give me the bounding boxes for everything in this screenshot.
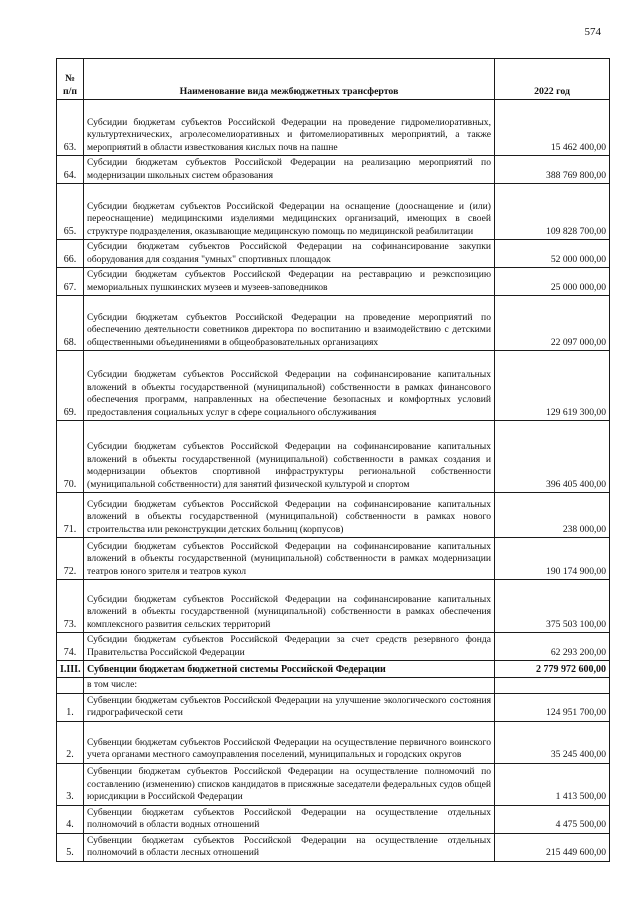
table-row — [57, 240, 610, 268]
row-number: 74. — [57, 633, 84, 661]
table-row — [57, 693, 610, 721]
table-row — [57, 538, 610, 580]
row-number: 63. — [57, 100, 84, 156]
row-name: Субвенции бюджетам субъектов Российской Федерации на осуществление первичного воинского учета органами местного самоуправления поселений, муниципальных и городских округов — [84, 721, 495, 763]
row-amount: 215 449 600,00 — [495, 833, 610, 861]
row-number: 4. — [57, 805, 84, 833]
subheader-label: в том числе: — [84, 678, 495, 694]
table-row — [57, 421, 610, 493]
row-amount: 375 503 100,00 — [495, 580, 610, 633]
table-row — [57, 296, 610, 351]
row-number: 70. — [57, 421, 84, 493]
row-number: 64. — [57, 156, 84, 184]
section-row — [57, 661, 610, 678]
row-name: Субсидии бюджетам субъектов Российской Федерации на софинансирование капитальных вложений в объекты государственной (муниципальной) собственности в рамках нового строительства или реконструкции детских больниц (корпусов) — [84, 493, 495, 538]
row-name: Субсидии бюджетам субъектов Российской Федерации на софинансирование капитальных вложений в объекты государственной (муниципальной) собственности в рамках создания и модернизации объектов спортивной инфраструктуры региональной собственности (муниципальной собственности) для занятий физической культурой и спортом — [84, 421, 495, 493]
row-name: Субсидии бюджетам субъектов Российской Федерации на софинансирование капитальных вложений в объекты государственной (муниципальной) собственности в рамках обеспечения комплексного развития сельских территорий — [84, 580, 495, 633]
row-amount: 388 769 800,00 — [495, 156, 610, 184]
transfers-table — [56, 58, 610, 862]
row-amount: 35 245 400,00 — [495, 721, 610, 763]
page-number: 574 — [584, 26, 601, 38]
section-amount: 2 779 972 600,00 — [495, 661, 610, 678]
row-number: 1. — [57, 693, 84, 721]
row-number: 69. — [57, 351, 84, 421]
row-number: 68. — [57, 296, 84, 351]
row-number: 73. — [57, 580, 84, 633]
table-row — [57, 633, 610, 661]
row-amount: 52 000 000,00 — [495, 240, 610, 268]
row-number: 3. — [57, 763, 84, 805]
row-name: Субсидии бюджетам субъектов Российской Федерации на софинансирование капитальных вложений в объекты государственной (муниципальной) собственности в рамках модернизации театров юного зрителя и театров кукол — [84, 538, 495, 580]
row-name: Субвенции бюджетам субъектов Российской Федерации на осуществление полномочий по составлению (изменению) списков кандидатов в присяжные заседатели федеральных судов общей юрисдикции в Российской Федерации — [84, 763, 495, 805]
table-row — [57, 184, 610, 240]
table-row — [57, 351, 610, 421]
table-row — [57, 763, 610, 805]
row-number: 5. — [57, 833, 84, 861]
row-amount: 15 462 400,00 — [495, 100, 610, 156]
header-name: Наименование вида межбюджетных трансфертов — [84, 59, 495, 100]
table-row — [57, 493, 610, 538]
row-amount: 25 000 000,00 — [495, 268, 610, 296]
row-amount: 124 951 700,00 — [495, 693, 610, 721]
row-amount: 109 828 700,00 — [495, 184, 610, 240]
row-name: Субвенции бюджетам субъектов Российской Федерации на осуществление отдельных полномочий в области лесных отношений — [84, 833, 495, 861]
row-amount: 190 174 900,00 — [495, 538, 610, 580]
table-row — [57, 833, 610, 861]
table-row — [57, 268, 610, 296]
row-name: Субвенции бюджетам субъектов Российской Федерации на осуществление отдельных полномочий в области водных отношений — [84, 805, 495, 833]
row-amount: 238 000,00 — [495, 493, 610, 538]
subheader-empty-cell — [57, 678, 84, 694]
subheader-empty-cell — [495, 678, 610, 694]
row-name: Субсидии бюджетам субъектов Российской Федерации на софинансирование закупки оборудования для создания "умных" спортивных площадок — [84, 240, 495, 268]
row-amount: 22 097 000,00 — [495, 296, 610, 351]
subheader-row — [57, 678, 610, 694]
row-name: Субсидии бюджетам субъектов Российской Федерации на проведение мероприятий по обеспечению деятельности советников директора по воспитанию и взаимодействию с детскими общественными объединениями в общеобразовательных организациях — [84, 296, 495, 351]
row-number: 72. — [57, 538, 84, 580]
row-number: 2. — [57, 721, 84, 763]
table-header-row — [57, 59, 610, 100]
table-row — [57, 100, 610, 156]
section-number: I.III. — [57, 661, 84, 678]
row-name: Субсидии бюджетам субъектов Российской Федерации на софинансирование капитальных вложений в объекты государственной (муниципальной) собственности в рамках финансового обеспечения программ, направленных на обеспечение безопасных и комфортных условий предоставления социальных услуг в сфере социального обслуживания — [84, 351, 495, 421]
row-name: Субвенции бюджетам субъектов Российской Федерации на улучшение экологического состояния гидрографической сети — [84, 693, 495, 721]
row-amount: 62 293 200,00 — [495, 633, 610, 661]
row-amount: 1 413 500,00 — [495, 763, 610, 805]
row-amount: 396 405 400,00 — [495, 421, 610, 493]
row-name: Субсидии бюджетам субъектов Российской Федерации на реализацию мероприятий по модернизации школьных систем образования — [84, 156, 495, 184]
table-row — [57, 805, 610, 833]
row-name: Субсидии бюджетам субъектов Российской Федерации на реставрацию и реэкспозицию мемориальных пушкинских музеев и музеев-заповедников — [84, 268, 495, 296]
header-year: 2022 год — [495, 59, 610, 100]
header-num: № п/п — [57, 59, 84, 100]
row-amount: 129 619 300,00 — [495, 351, 610, 421]
row-number: 66. — [57, 240, 84, 268]
table-row — [57, 580, 610, 633]
row-number: 65. — [57, 184, 84, 240]
row-number: 67. — [57, 268, 84, 296]
row-amount: 4 475 500,00 — [495, 805, 610, 833]
row-name: Субсидии бюджетам субъектов Российской Федерации за счет средств резервного фонда Правительства Российской Федерации — [84, 633, 495, 661]
row-number: 71. — [57, 493, 84, 538]
table-row — [57, 156, 610, 184]
row-name: Субсидии бюджетам субъектов Российской Федерации на проведение гидромелиоративных, культуртехнических, агролесомелиоративных и фитомелиоративных мероприятий, а также мероприятий в области известкования кислых почв на пашне — [84, 100, 495, 156]
table-row — [57, 721, 610, 763]
section-name: Субвенции бюджетам бюджетной системы Российской Федерации — [84, 661, 495, 678]
row-name: Субсидии бюджетам субъектов Российской Федерации на оснащение (дооснащение и (или) переоснащение) медицинскими изделиями медицинских организаций, имеющих в своей структуре подразделения, оказывающие медицинскую помощь по медицинской реабилитации — [84, 184, 495, 240]
